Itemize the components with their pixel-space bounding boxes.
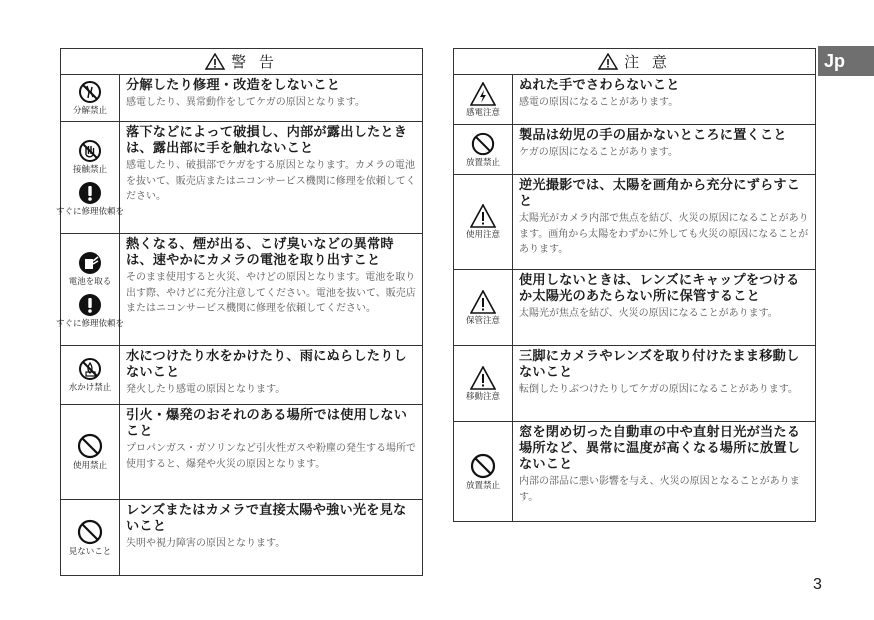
warning-triangle-icon xyxy=(598,53,618,70)
warning-description: 発火したり感電の原因となります。 xyxy=(126,384,286,395)
warning-row xyxy=(61,500,422,576)
warning-row xyxy=(61,75,422,122)
icon-label: 接触禁止 xyxy=(72,164,107,175)
caution-title: 逆光撮影では、太陽を画角から充分にずらすこと xyxy=(519,178,801,209)
warning-table xyxy=(56,48,423,576)
caution-row xyxy=(454,270,815,346)
remove-battery-icon xyxy=(78,251,102,275)
caution-row xyxy=(454,346,815,422)
warning-row xyxy=(61,346,422,405)
caution-description: 感電の原因になることがあります。 xyxy=(519,97,679,108)
caution-icon xyxy=(470,204,496,228)
warning-row xyxy=(56,122,422,234)
icon-label: すぐに修理依頼を xyxy=(56,206,125,217)
prohibition-icon xyxy=(77,519,103,545)
caution-header-text: 注 意 xyxy=(624,53,671,71)
warning-description: そのまま使用すると火災、やけどの原因となります。電池を取り出す際、やけどに充分注意してください。電池を抜いて、販売店またはニコンサービス機関に修理を依頼してください。 xyxy=(126,272,416,314)
warning-description: 失明や視力障害の原因となります。 xyxy=(126,538,286,549)
caution-table xyxy=(453,48,816,522)
warning-description: 感電したり、異常動作をしてケガの原因となります。 xyxy=(126,97,365,108)
caution-icon xyxy=(470,366,496,390)
icon-label: 電池を取る xyxy=(68,276,112,287)
mandatory-action-icon xyxy=(78,293,102,317)
caution-title: 窓を閉め切った自動車の中や直射日光が当たる場所など、異常に温度が高くなる場所に放置しないこと xyxy=(519,425,801,472)
icon-label: 見ないこと xyxy=(68,547,112,557)
warning-triangle-icon xyxy=(205,53,225,70)
no-disassembly-icon xyxy=(78,80,102,104)
prohibition-icon xyxy=(470,453,496,479)
icon-label: 感電注意 xyxy=(465,107,500,118)
caution-row xyxy=(454,422,815,522)
caution-description: ケガの原因になることがあります。 xyxy=(519,147,678,158)
warning-description: プロパンガス・ガソリンなど引火性ガスや粉塵の発生する場所で使用すると、爆発や火災の原因となります。 xyxy=(126,443,416,470)
caution-row xyxy=(454,125,815,175)
warning-header-text: 警 告 xyxy=(231,53,278,71)
icon-label: 使用注意 xyxy=(465,230,500,240)
warning-header xyxy=(61,49,422,75)
warning-title: 分解したり修理・改造をしないこと xyxy=(126,78,341,93)
icon-label: すぐに修理依頼を xyxy=(56,318,125,329)
mandatory-action-icon xyxy=(78,181,102,205)
page-number: 3 xyxy=(813,576,822,593)
electric-shock-icon xyxy=(470,82,496,106)
warning-title: レンズまたはカメラで直接太陽や強い光を見ないこと xyxy=(126,503,407,534)
caution-title: 製品は幼児の手の届かないところに置くこと xyxy=(519,128,787,143)
icon-label: 分解禁止 xyxy=(72,106,107,116)
warning-title: 引火・爆発のおそれのある場所では使用しないこと xyxy=(126,408,408,439)
icon-label: 使用禁止 xyxy=(72,461,107,471)
warning-row xyxy=(61,405,422,500)
icon-label: 保管注意 xyxy=(465,315,500,326)
caution-header xyxy=(454,49,815,75)
caution-description: 内部の部品に悪い影響を与え、火災の原因となることがあります。 xyxy=(519,476,800,503)
warning-title: 熱くなる、煙が出る、こげ臭いなどの異常時は、速やかにカメラの電池を取り出すこと xyxy=(126,237,394,268)
caution-icon xyxy=(470,290,496,314)
icon-label: 移動注意 xyxy=(465,391,500,402)
caution-description: 転倒したりぶつけたりしてケガの原因になることがあります。 xyxy=(519,384,798,395)
no-water-icon xyxy=(78,357,102,381)
language-tab: Jp xyxy=(818,46,874,76)
caution-row xyxy=(454,75,815,125)
icon-label: 放置禁止 xyxy=(465,481,500,491)
warning-description: 感電したり、破損部でケガをする原因となります。カメラの電池を抜いて、販売店またはニコンサービス機関に修理を依頼してください。 xyxy=(126,160,416,202)
warning-title: 落下などによって破損し、内部が露出したときは、露出部に手を触れないこと xyxy=(126,125,408,156)
caution-title: 三脚にカメラやレンズを取り付けたまま移動しないこと xyxy=(519,349,800,380)
icon-label: 放置禁止 xyxy=(465,157,500,168)
prohibition-icon xyxy=(77,433,103,459)
caution-description: 太陽光が焦点を結び、火災の原因になることがあります。 xyxy=(519,308,778,319)
caution-title: ぬれた手でさわらないこと xyxy=(519,78,680,93)
no-touch-icon xyxy=(78,139,102,163)
warning-title: 水につけたり水をかけたり、雨にぬらしたりしないこと xyxy=(126,349,407,380)
caution-row xyxy=(454,175,815,270)
prohibition-icon xyxy=(471,132,495,156)
warning-row xyxy=(56,234,422,346)
icon-label: 水かけ禁止 xyxy=(68,383,112,393)
caution-title: 使用しないときは、レンズにキャップをつけるか太陽光のあたらない所に保管すること xyxy=(519,273,800,304)
caution-description: 太陽光がカメラ内部で焦点を結び、火災の原因になることがあります。画角から太陽をわずかに外しても火災の原因になることがあります。 xyxy=(519,213,809,255)
